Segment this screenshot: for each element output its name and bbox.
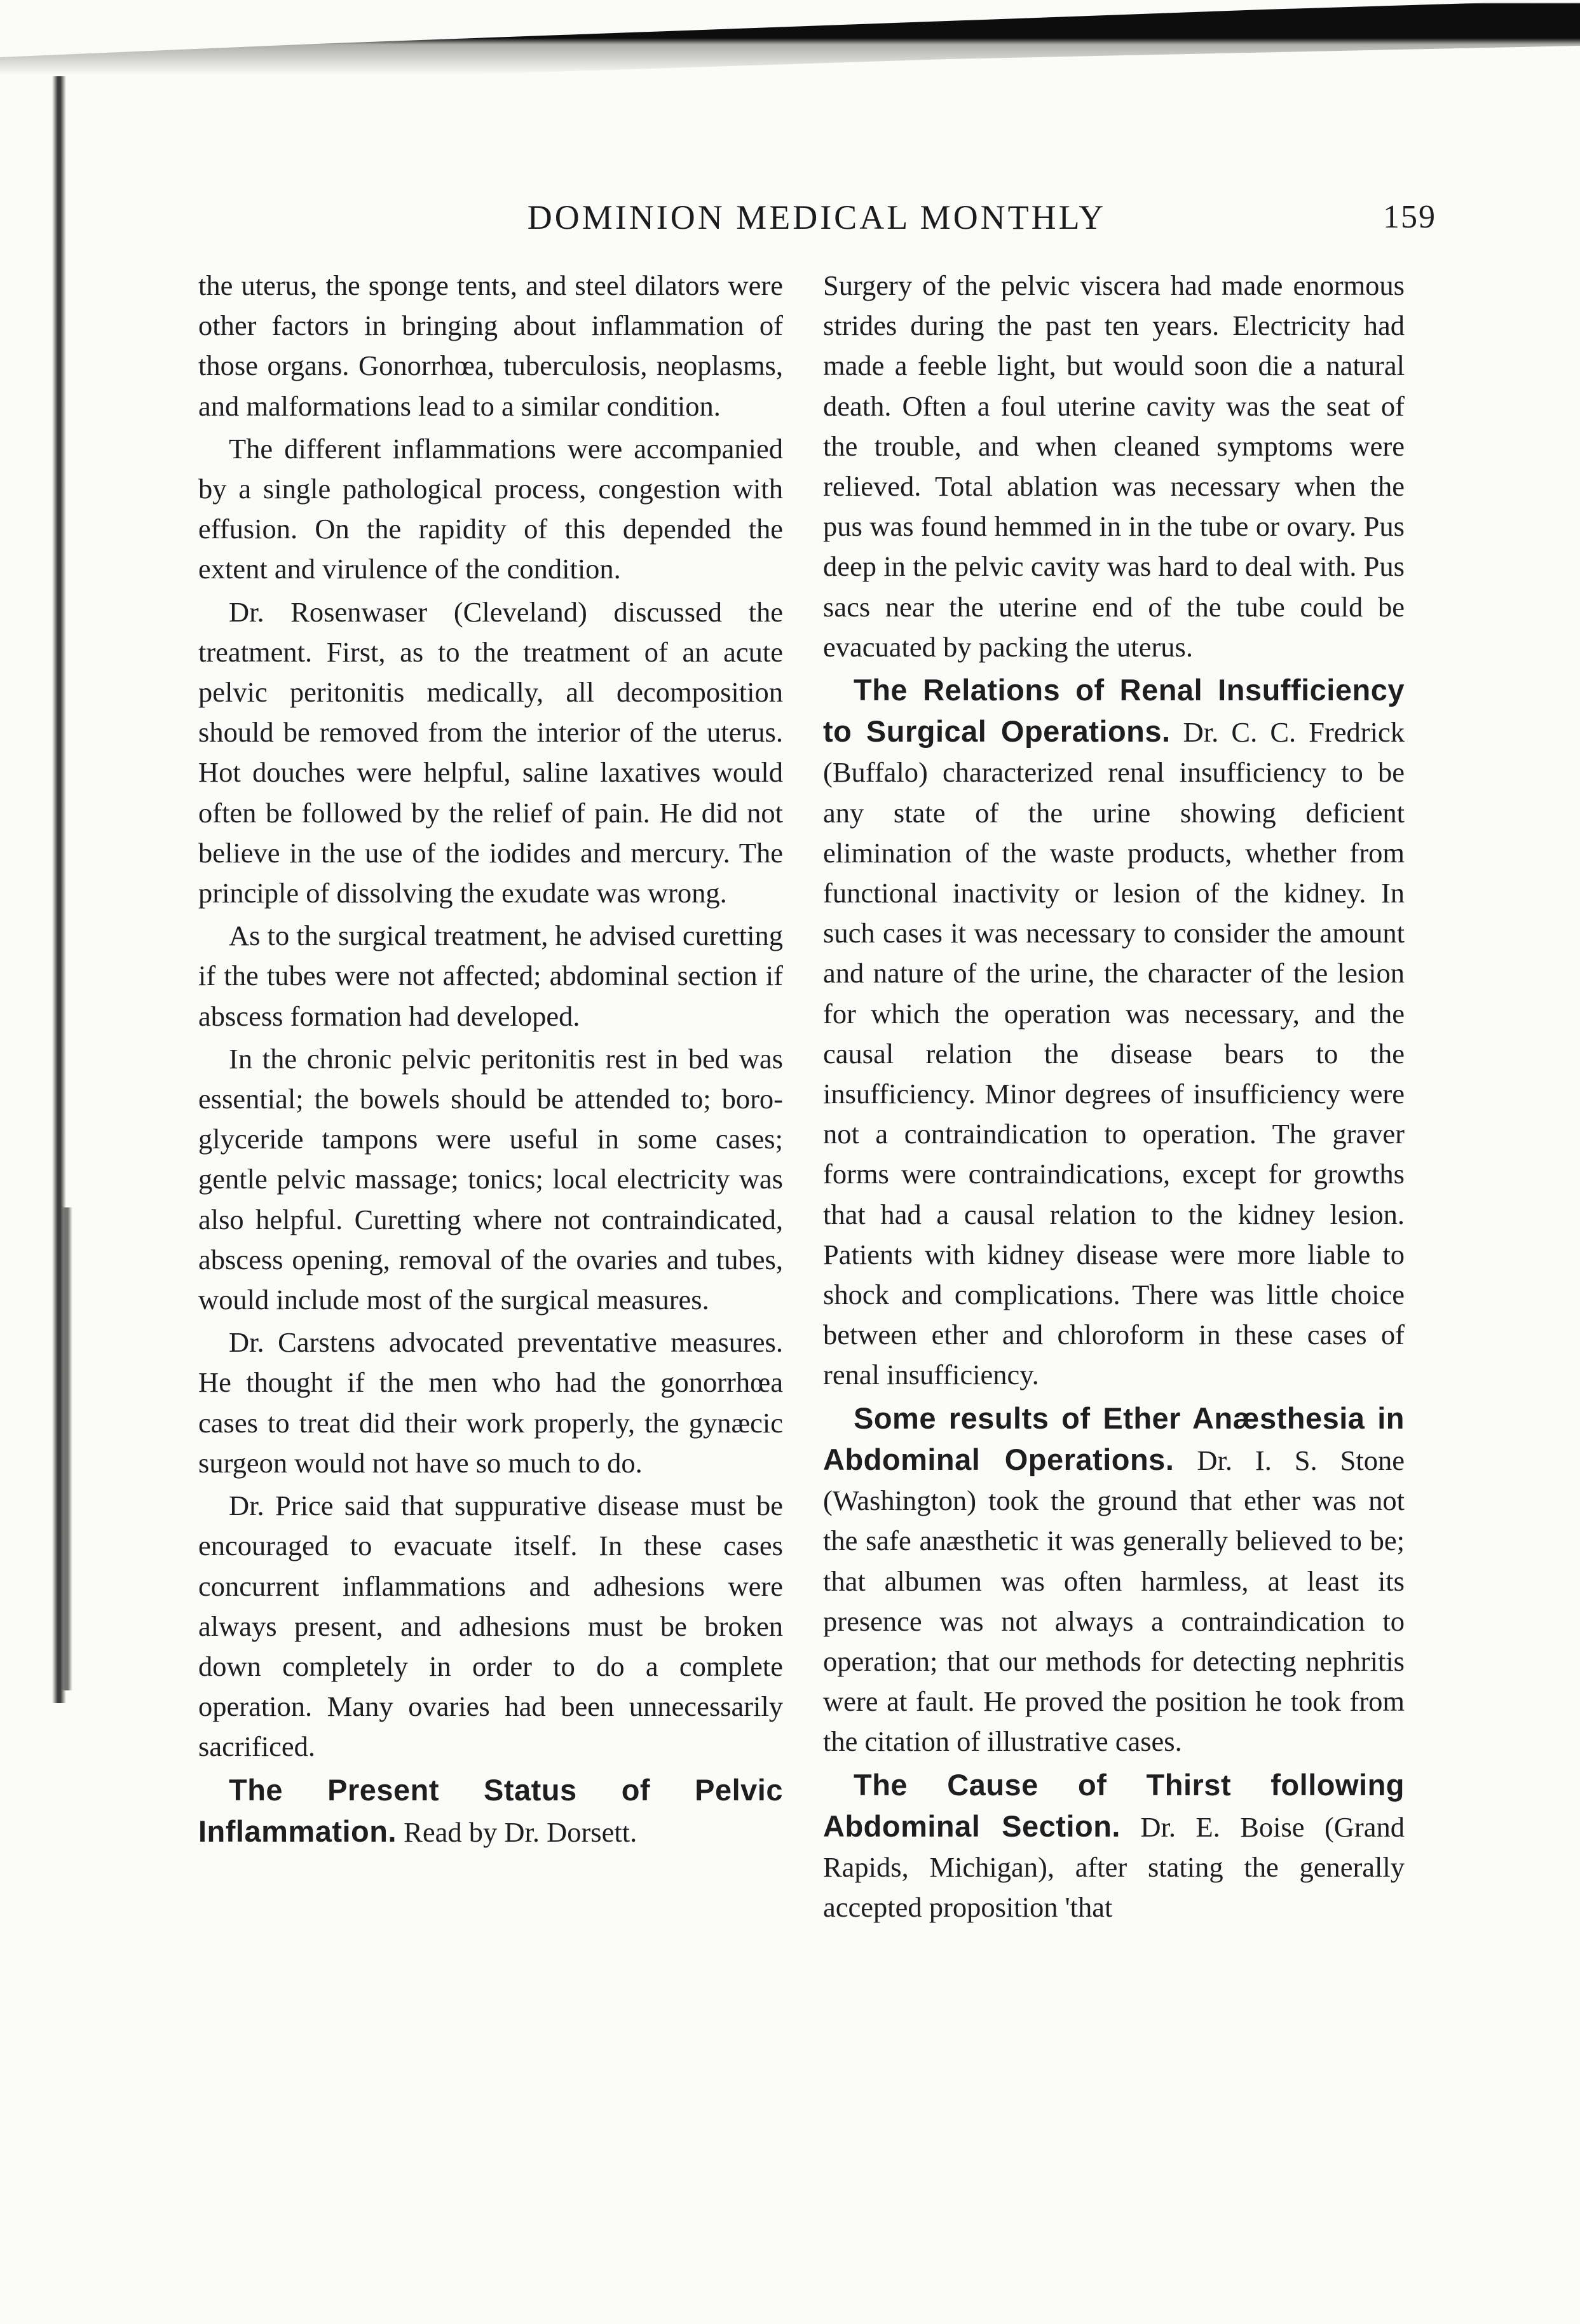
left-column [198, 266, 783, 1855]
section-text: Dr. E. Boise (Grand Rapids, Michigan), after stating the generally accepted proposition 'that [823, 1811, 1405, 1924]
section-text: Dr. I. S. Stone (Washington) took the ground that ether was not the safe anæsthetic it was generally believed to be; that albumen was often harmless, at least its presence was not always a contraindication to operation; that our methods for detecting nephritis were at fault. He proved the position he took from the citation of illustrative cases. [823, 1444, 1405, 1758]
section-text: Dr. C. C. Fredrick (Buffalo) characterized renal insufficiency to be any state of the urine showing deficient elimination of the waste products, whether from functional inactivity or lesion of the kidney. In such cases it was necessary to consider the amount and nature of the urine, the character of the lesion for which the operation was necessary, and the causal relation the disease bears to the insufficiency. Minor degrees of insufficiency were not a contraindication to operation. The graver forms were contraindications, except for growths that had a causal relation to the kidney lesion. Patients with kidney disease were more liable to shock and complications. There was little choice between ether and chloroform in these cases of renal insufficiency. [823, 716, 1405, 1391]
paragraph: The different inflammations were accompanied by a single pathological process, congestion with effusion. On the rapidity of this depended the extent and virulence of the condition. [198, 432, 783, 585]
page-number: 159 [1383, 199, 1436, 235]
scan-edge-top [0, 0, 1580, 95]
section-heading: The Relations of Renal Insufficiency to Surgical Operations. [823, 673, 1405, 749]
running-title: DOMINION MEDICAL MONTHLY [527, 198, 1107, 236]
paragraph: As to the surgical treatment, he advised curetting if the tubes were not affected; abdominal section if abscess formation had developed. [198, 920, 783, 1032]
section-heading: The Present Status of Pelvic Inflammation. [198, 1772, 783, 1848]
paragraph: In the chronic pelvic peritonitis rest in bed was essential; the bowels should be attended to; boro-glyceride tampons were useful in some cases; gentle pelvic massage; tonics; local electricity was also helpful. Curetting where not contraindicated, abscess opening, removal of the ovaries and tubes, would include most of the surgical measures. [198, 1042, 783, 1316]
section-text: Read by Dr. Dorsett. [404, 1816, 637, 1848]
page-header [197, 192, 1436, 243]
paragraph: Dr. Carstens advocated preventative measures. He thought if the men who had the gonorrhœa cases to treat did their work properly, the gynæcic surgeon would not have so much to do. [198, 1326, 783, 1479]
scan-edge-left-mark [61, 1207, 72, 1690]
paragraph: Dr. Price said that suppurative disease must be encouraged to evacuate itself. In these cases concurrent inflammations and adhesions were always present, and adhesions must be broken down completely in order to do a complete operation. Many ovaries had been unnecessarily sacrificed. [198, 1490, 783, 1763]
section-heading: Some results of Ether Anæsthesia in Abdominal Operations. [823, 1401, 1405, 1476]
section-paragraph [823, 670, 1405, 1396]
section-paragraph [198, 1770, 783, 1852]
paragraph: the uterus, the sponge tents, and steel dilators were other factors in bringing about inflammation of those organs. Gonorrhœa, tuberculosis, neoplasms, and malformations lead to a similar condition. [198, 269, 783, 422]
paragraph: Dr. Rosenwaser (Cleveland) discussed the treatment. First, as to the treatment of an acute pelvic peritonitis medically, all decomposition should be removed from the interior of the uterus. Hot douches were helpful, saline laxatives would often be followed by the relief of pain. He did not believe in the use of the iodides and mercury. The principle of dissolving the exudate was wrong. [198, 595, 783, 909]
paragraph: Surgery of the pelvic viscera had made enormous strides during the past ten years. Electricity had made a feeble light, but would soon die a natural death. Often a foul uterine cavity was the seat of the trouble, and when cleaned symptoms were relieved. Total ablation was necessary when the pus was found hemmed in in the tube or ovary. Pus deep in the pelvic cavity was hard to deal with. Pus sacs near the uterine end of the tube could be evacuated by packing the uterus. [823, 269, 1405, 663]
right-column [823, 266, 1405, 1930]
section-paragraph [823, 1398, 1405, 1762]
section-paragraph [823, 1765, 1405, 1928]
section-heading: The Cause of Thirst following Abdominal Section. [823, 1767, 1405, 1843]
